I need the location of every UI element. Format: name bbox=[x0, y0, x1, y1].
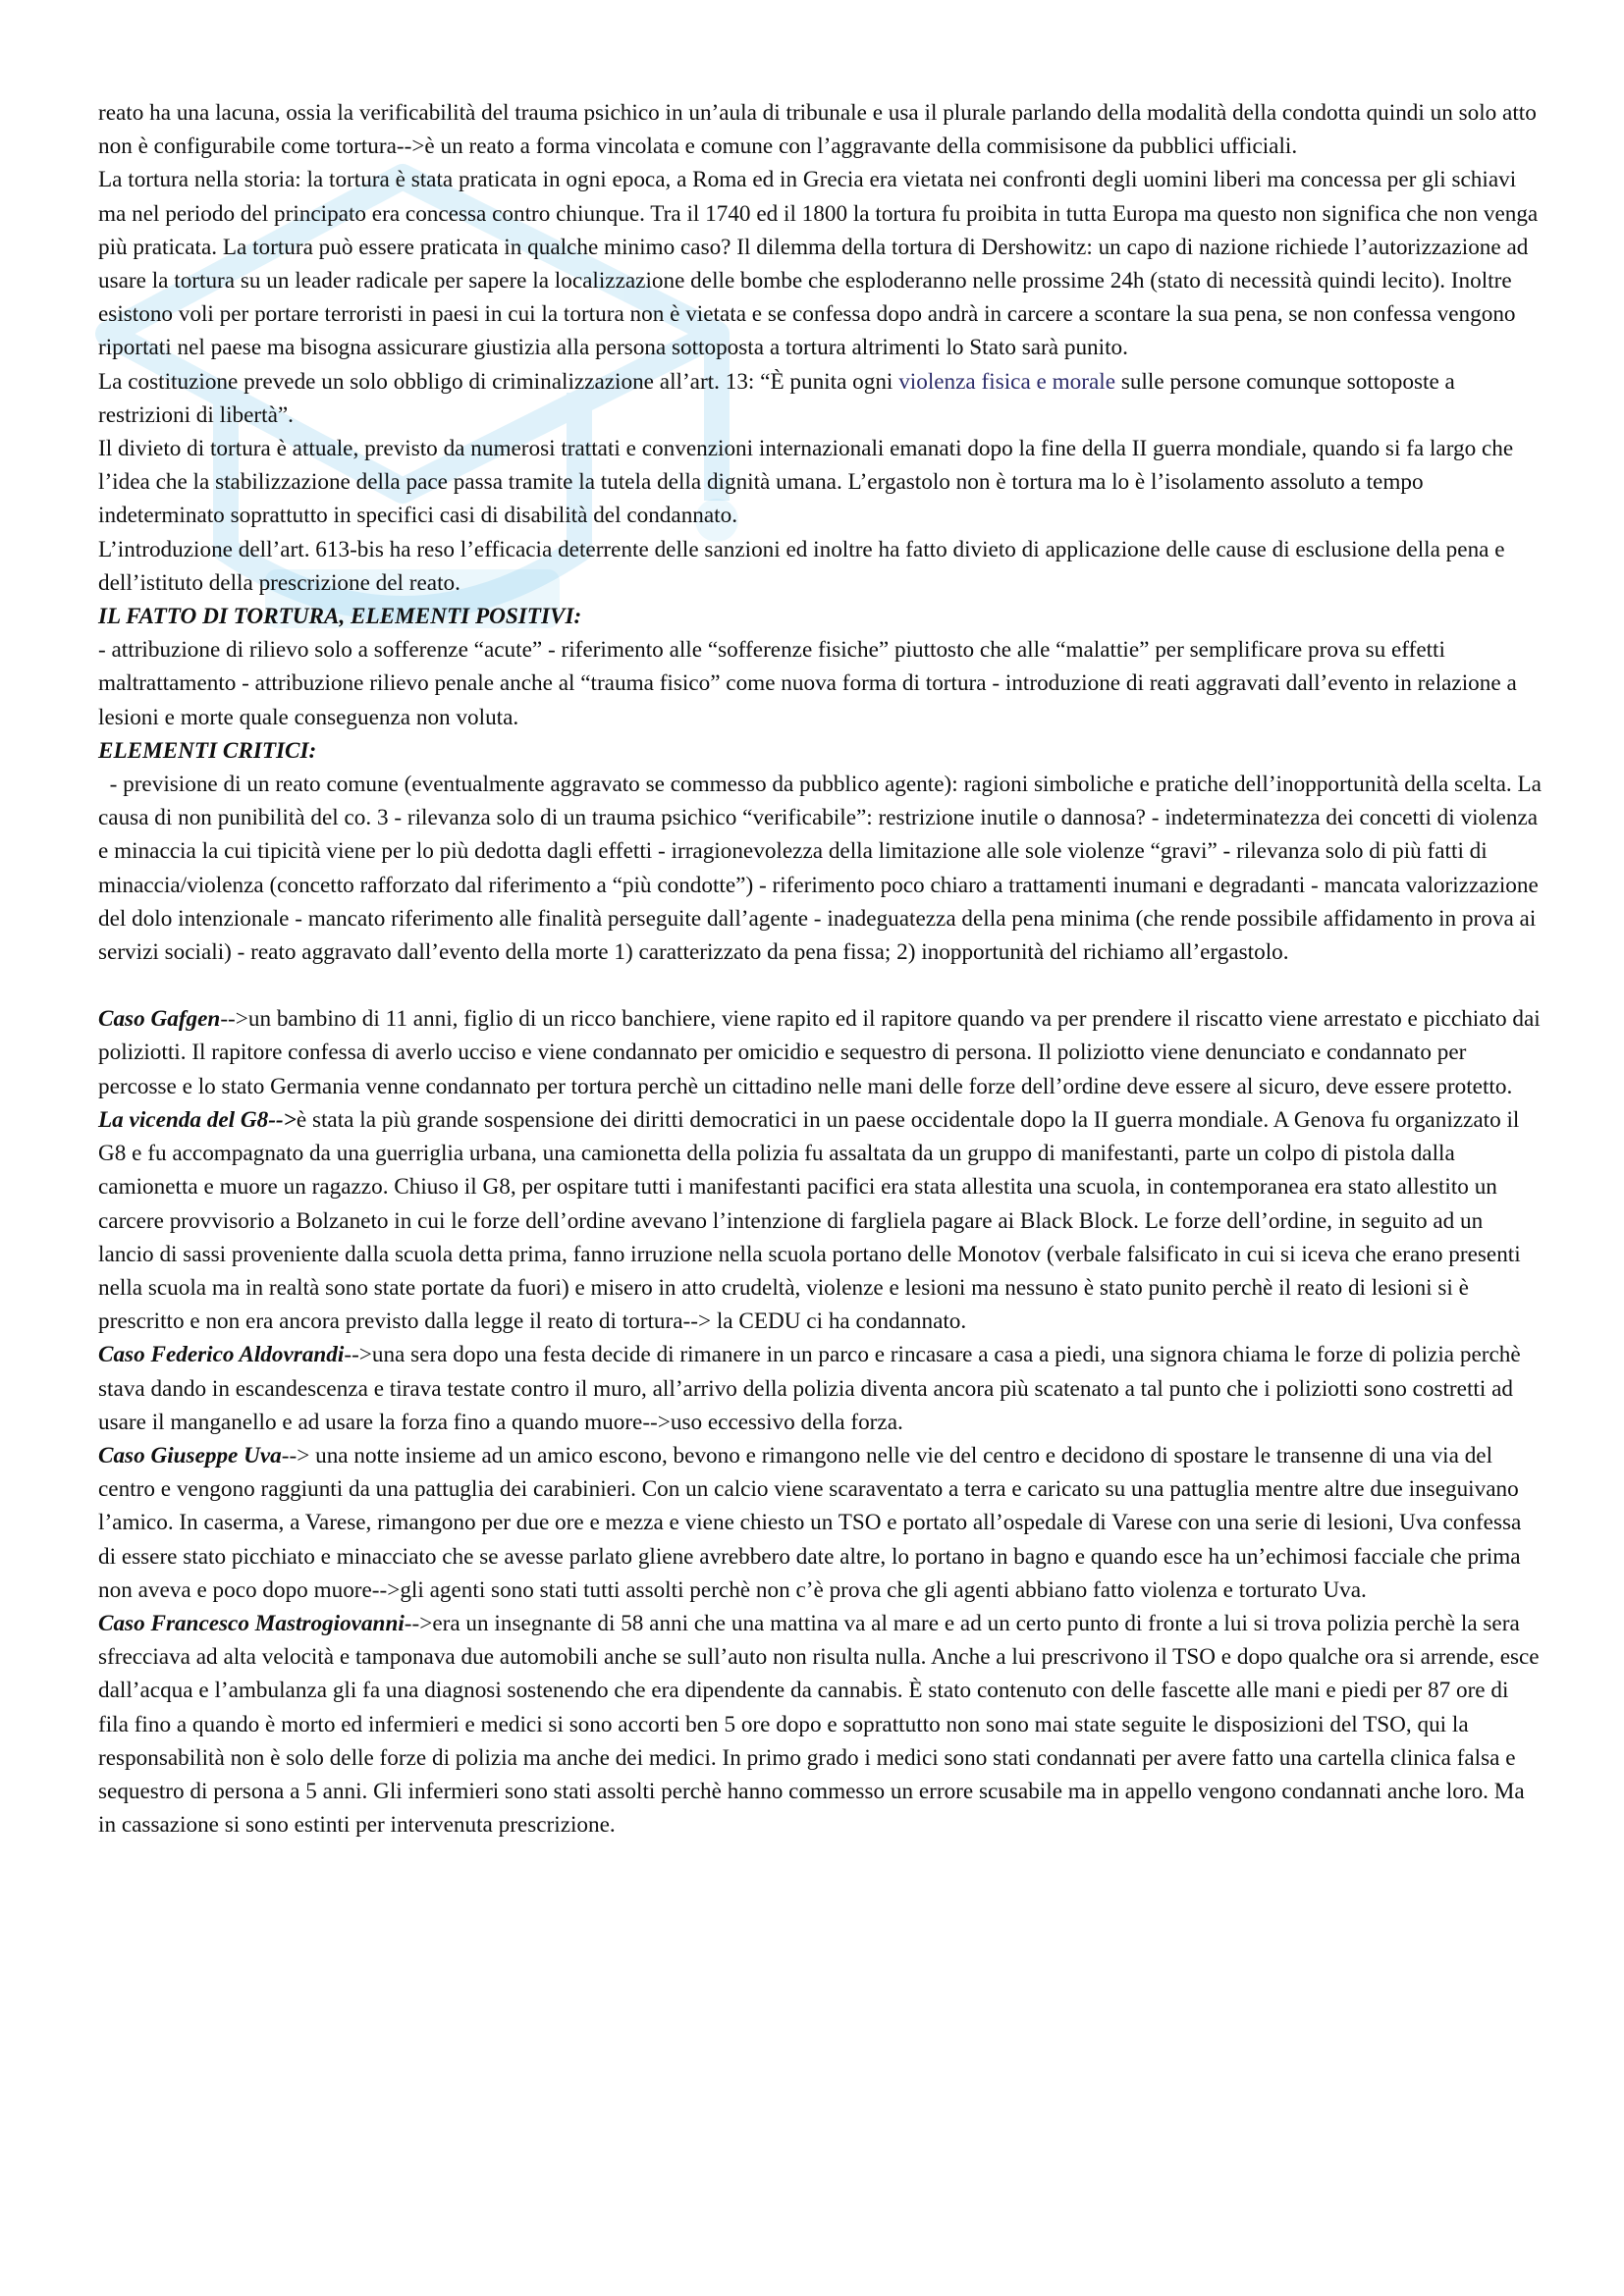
case-uva bbox=[98, 1439, 1542, 1607]
case-title: Caso Gafgen bbox=[98, 1006, 221, 1033]
case-title: Caso Giuseppe Uva bbox=[98, 1442, 282, 1468]
paragraph-divieto-tortura: Il divieto di tortura è attuale, previsto da numerosi trattati e convenzioni internazionali emanati dopo la fine della II guerra mondiale, quando si fa largo che l’idea che la stabilizzazione della pace passa tramite la tutela della dignità umana. L’ergastolo non è tortura ma lo è l’isolamento assoluto a tempo indeterminato soprattutto in specifici casi di disabilità del condannato. bbox=[98, 436, 1514, 529]
case-text: --> una notte insieme ad un amico escono, bevono e rimangono nelle vie del centro e decidono di spostare le transenne di una via del centro e vengono raggiunti da una pattuglia dei carabinieri. Con un calcio viene scaraventato a terra e caricato su una pattuglia mentre altre due inseguivano l’amico. In caserma, a Varese, rimangono per due ore e mezza e viene chiesto un TSO e portato all’ospedale di Varese con una serie di lesioni, Uva confessa di essere stato picchiato e minacciato che se avesse parlato gliene avrebbero date altre, lo portano in bagno e quando esce ha un’echimosi facciale che prima non aveva e poco dopo muore-->gli agenti sono stati tutti assolti perchè non c’è prova che gli agenti abbiano fatto violenza e torturato Uva. bbox=[98, 1442, 1522, 1603]
case-aldovrandi bbox=[98, 1338, 1542, 1439]
case-text: -->un bambino di 11 anni, figlio di un ricco banchiere, viene rapito ed il rapitore quando va per prendere il riscatto viene arrestato e picchiato dai poliziotti. Il rapitore confessa di averlo ucciso e viene condannato per omicidio e sequestro di persona. Il poliziotto viene denunciato e condannato per percosse e lo stato Germania venne condannato per tortura perchè un cittadino nelle mani delle forze dell’ordine deve essere al sicuro, deve essere protetto. bbox=[98, 1006, 1541, 1099]
heading-elementi-positivi: IL FATTO DI TORTURA, ELEMENTI POSITIVI: bbox=[98, 604, 582, 630]
costituzione-text-start: La costituzione prevede un solo obbligo di criminalizzazione all’art. 13: “È punita ogni bbox=[98, 368, 899, 395]
heading-elementi-critici: ELEMENTI CRITICI: bbox=[98, 737, 317, 764]
case-title: Caso Federico Aldovrandi bbox=[98, 1342, 345, 1368]
highlight-violenza: violenza fisica e morale bbox=[898, 368, 1116, 395]
paragraph-elementi-critici: - previsione di un reato comune (eventualmente aggravato se commesso da pubblico agente): ragioni simboliche e pratiche dell’inopportunità della scelta. La causa di non punibilità del co. 3 - rilevanza solo di un trauma psichico “verificabile”: restrizione inutile o dannosa? - indeterminatezza dei concetti di violenza e minaccia la cui tipicità viene per lo più dedotta dagli effetti - irragionevolezza della limitazione alle sole violenze “gravi” - rilevanza solo di più fatti di minaccia/violenza (concetto rafforzato dal riferimento a “più condotte”) - riferimento poco chiaro a trattamenti inumani e degradanti - mancata valorizzazione del dolo intenzionale - mancato riferimento alle finalità perseguite dall’agente - inadeguatezza della pena minima (che rende possibile affidamento in prova ai servizi sociali) - reato aggravato dall’evento della morte 1) caratterizzato da pena fissa; 2) inopportunità del richiamo all’ergastolo. bbox=[98, 772, 1547, 966]
case-text: è stata la più grande sospensione dei diritti democratici in un paese occidentale dopo la II guerra mondiale. A Genova fu organizzato il G8 e fu accompagnato da una guerriglia urbana, una camionetta della polizia fu assaltata da un gruppo di manifestanti, parte un colpo di pistola dalla camionetta e muore un ragazzo. Chiuso il G8, per ospitare tutti i manifestanti pacifici era stata allestita una scuola, in contemporanea era stato allestito un carcere provvisorio a Bolzaneto in cui le forze dell’ordine avevano l’intenzione di fargliela pagare ai Black Block. Le forze dell’ordine, in seguito ad un lancio di sassi proveniente dalla scuola detta prima, fanno irruzione nella scuola portano delle Monotov (verbale falsificato in cui si iceva che erano presenti nella scuola ma in realtà sono state portate da fuori) e misero in atto crudeltà, violenze e lesioni ma nessuno è stato punito perchè il reato di lesioni si è prescritto e non era ancora previsto dalla legge il reato di tortura--> la CEDU ci ha condannato. bbox=[98, 1106, 1521, 1335]
paragraph-art-613-bis: L’introduzione dell’art. 613-bis ha reso l’efficacia deterrente delle sanzioni ed inoltre ha fatto divieto di applicazione delle cause di esclusione della pena e dell’istituto della prescrizione del reato. bbox=[98, 536, 1505, 596]
case-title: Caso Francesco Mastrogiovanni bbox=[98, 1610, 405, 1636]
section-spacer bbox=[98, 969, 1542, 1002]
case-g8 bbox=[98, 1103, 1542, 1338]
case-title: La vicenda del G8--> bbox=[98, 1106, 297, 1133]
paragraph-reato-lacuna: reato ha una lacuna, ossia la verificabilità del trauma psichico in un’aula di tribunale e usa il plurale parlando della modalità della condotta quindi un solo atto non è configurabile come tortura-->è un reato a forma vincolata e comune con l’aggravante della commisisone da pubblici ufficiali. bbox=[98, 100, 1537, 160]
document-body bbox=[98, 96, 1547, 1842]
case-text: -->una sera dopo una festa decide di rimanere in un parco e rincasare a casa a piedi, una signora chiama le forze di polizia perchè stava dando in escandescenza e tirava testate contro il muro, all’arrivo della polizia diventa ancora più scatenato a tal punto che i poliziotti sono costretti ad usare il manganello e ad usare la forza fino a quando muore-->uso eccessivo della forza. bbox=[98, 1342, 1521, 1435]
case-text: -->era un insegnante di 58 anni che una mattina va al mare e ad un certo punto di fronte a lui si trova polizia perchè la sera sfrecciava ad alta velocità e tamponava due automobili anche se sull’auto non risulta nulla. Anche a lui prescrivono il TSO e dopo qualche ora si arrende, esce dall’acqua e l’ambulanza gli fa una diagnosi sostenendo che era dipendente da cannabis. È stato contenuto con delle fascette alle mani e piedi per 87 ore di fila fino a quando è morto ed infermieri e medici si sono accorti ben 5 ore dopo e soprattutto non sono mai state seguite le disposizioni del TSO, qui la responsabilità non è solo delle forze di polizia ma anche dei medici. In primo grado i medici sono stati condannati per avere fatto una cartella clinica falsa e sequestro di persona a 5 anni. Gli infermieri sono stati assolti perchè hanno commesso un errore scusabile ma in appello vengono condannati anche loro. Ma in cassazione si sono estinti per intervenuta prescrizione. bbox=[98, 1610, 1540, 1839]
paragraph-elementi-positivi: - attribuzione di rilievo solo a sofferenze “acute” - riferimento alle “sofferenze fisiche” piuttosto che alle “malattie” per semplificare prova su effetti maltrattamento - attribuzione rilievo penale anche al “trauma fisico” come nuova forma di tortura - introduzione di reati aggravati dall’evento in relazione a lesioni e morte quale conseguenza non voluta. bbox=[98, 637, 1517, 730]
case-mastrogiovanni bbox=[98, 1607, 1542, 1842]
paragraph-costituzione bbox=[98, 365, 1542, 432]
costituzione-text-end: sulle persone comunque sottoposte a restrizioni di libertà”. bbox=[98, 368, 1455, 428]
case-gafgen bbox=[98, 1002, 1542, 1103]
paragraph-tortura-storia: La tortura nella storia: la tortura è stata praticata in ogni epoca, a Roma ed in Grecia era vietata nei confronti degli uomini liberi ma concessa per gli schiavi ma nel periodo del principato era concessa contro chiunque. Tra il 1740 ed il 1800 la tortura fu proibita in tutta Europa ma questo non significa che non venga più praticata. La tortura può essere praticata in qualche minimo caso? Il dilemma della tortura di Dershowitz: un capo di nazione richiede l’autorizzazione ad usare la tortura su un leader radicale per sapere la localizzazione delle bombe che esploderanno nelle prossime 24h (stato di necessità quindi lecito). Inoltre esistono voli per portare terroristi in paesi in cui la tortura non è vietata e se confessa dopo andrà in carcere a scontare la sua pena, se non confessa vengono riportati nel paese ma bisogna assicurare giustizia alla persona sottoposta a tortura altrimenti lo Stato sarà punito. bbox=[98, 167, 1539, 361]
